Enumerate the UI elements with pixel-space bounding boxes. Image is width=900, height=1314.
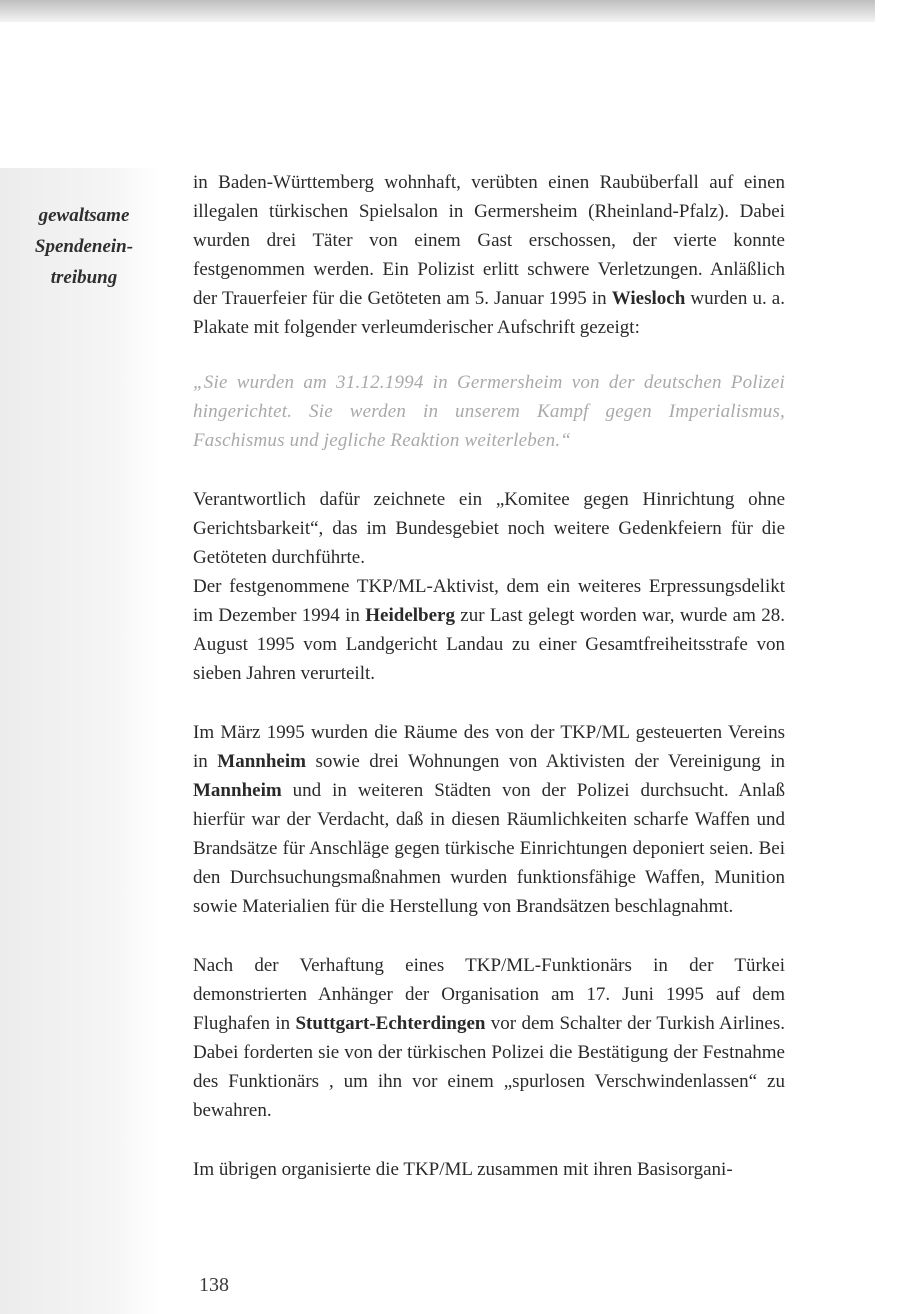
- paragraph-airport-demo: Nach der Verhaftung eines TKP/ML-Funktionärs in der Türkei demonstrierten Anhänger der Organisation am 17. Juni 1995 auf dem Flughafen in Stuttgart-Echterdingen vor dem Schalter der Turkish Airlines. Dabei forderten sie von der türkischen Polizei die Bestätigung der Festnahme des Funktionärs , um ihn vor einem „spurlosen Verschwindenlassen“ zu bewahren.: [193, 955, 785, 1121]
- margin-note: [14, 200, 154, 293]
- scan-top-shadow: [0, 0, 875, 22]
- paragraph-continued: Im übrigen organisierte die TKP/ML zusammen mit ihren Basisorgani-: [193, 1159, 733, 1180]
- place-name: Stuttgart-Echterdingen: [295, 1013, 486, 1034]
- page-number: 138: [199, 1274, 229, 1296]
- place-name: Heidelberg: [365, 605, 455, 626]
- paragraph-raid: in Baden-Württemberg wohnhaft, verübten einen Raubüberfall auf einen illegalen türkischen Spielsalon in Germersheim (Rheinland-Pfalz). Dabei wurden drei Täter von einem Gast erschossen, der vierte konnte festgenommen werden. Ein Polizist erlitt schwere Verletzungen. Anläßlich der Trauerfeier für die Getöteten am 5. Januar 1995 in Wiesloch wurden u. a. Plakate mit folgender verleumderischer Aufschrift gezeigt:: [193, 172, 785, 338]
- main-text: [193, 168, 785, 1184]
- paragraph-committee: Verantwortlich dafür zeichnete ein „Komitee gegen Hinrichtung ohne Gerichtsbarkeit“, das im Bundesgebiet noch weitere Gedenkfeiern für die Getöteten durchführte.: [193, 489, 785, 568]
- paragraph-searches: Im März 1995 wurden die Räume des von der TKP/ML gesteuerten Vereins in Mannheim sowie drei Wohnungen von Aktivisten der Vereinigung in Mannheim und in weiteren Städten von der Polizei durchsucht. Anlaß hierfür war der Verdacht, daß in diesen Räumlichkeiten scharfe Waffen und Brandsätze für Anschläge gegen türkische Einrichtungen deponiert seien. Bei den Durchsuchungsmaßnahmen wurden funktionsfähige Waffen, Munition sowie Materialien für die Herstellung von Brandsätzen beschlagnahmt.: [193, 722, 785, 917]
- place-name: Mannheim: [193, 780, 282, 801]
- place-name: Mannheim: [217, 751, 306, 772]
- margin-column: [0, 168, 160, 1314]
- margin-note-line: Spendenein-: [34, 236, 134, 257]
- margin-note-line: gewaltsame: [38, 205, 130, 226]
- place-name: Wiesloch: [611, 288, 686, 309]
- margin-note-line: treibung: [50, 267, 118, 288]
- paragraph-verdict: Der festgenommene TKP/ML-Aktivist, dem ein weiteres Erpressungsdelikt im Dezember 1994 in Heidelberg zur Last gelegt worden war, wurde am 28. August 1995 vom Landgericht Landau zu einer Gesamtfreiheitsstrafe von sieben Jahren verurteilt.: [193, 576, 785, 684]
- poster-quote: „Sie wurden am 31.12.1994 in Germersheim von der deutschen Polizei hingerichtet. Sie werden in unserem Kampf gegen Imperialismus, Faschismus und jegliche Reaktion weiterleben.“: [193, 372, 785, 451]
